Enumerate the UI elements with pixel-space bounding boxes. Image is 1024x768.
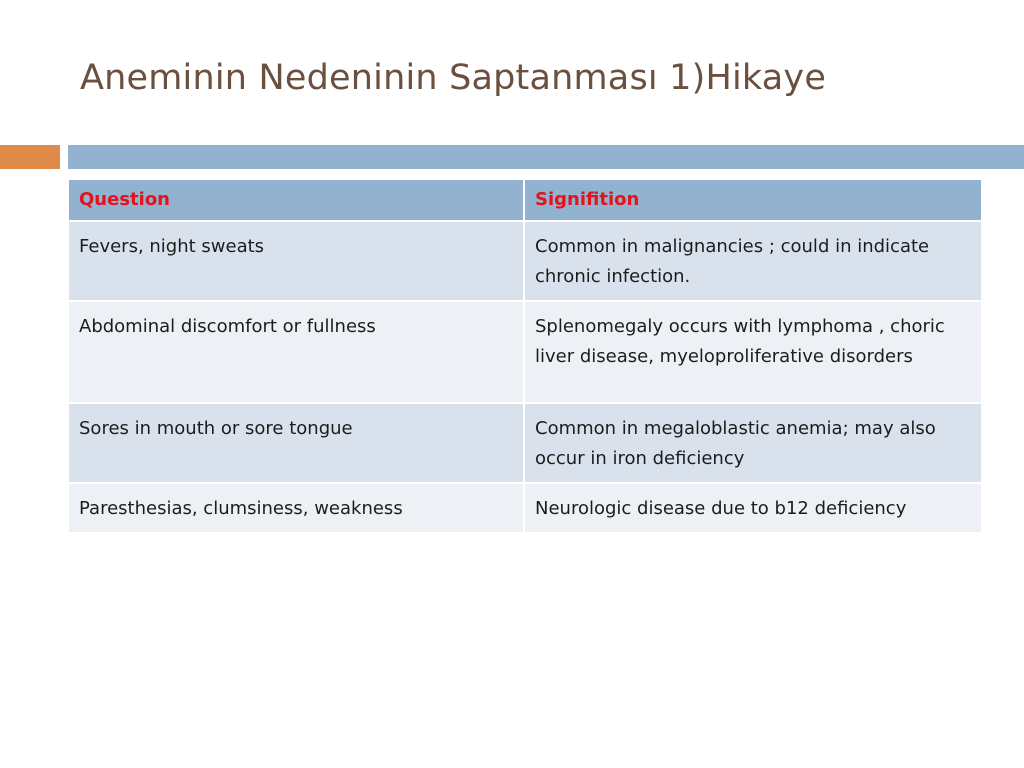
table-cell-signification: Neurologic disease due to b12 deficiency <box>524 483 982 533</box>
table-cell-question: Abdominal discomfort or fullness <box>69 301 524 403</box>
table-cell-question: Sores in mouth or sore tongue <box>69 403 524 483</box>
table-cell-question: Fevers, night sweats <box>69 221 524 301</box>
table-row <box>69 301 982 403</box>
table-cell-signification: Splenomegaly occurs with lymphoma , choric liver disease, myeloproliferative disorders <box>524 301 982 403</box>
question-signification-table <box>69 180 983 534</box>
accent-bar-orange <box>0 145 60 169</box>
table-cell-signification: Common in megaloblastic anemia; may also occur in iron deficiency <box>524 403 982 483</box>
header-signifition: Signifition <box>524 180 982 221</box>
table-cell-signification: Common in malignancies ; could in indicate chronic infection. <box>524 221 982 301</box>
table-header-row <box>69 180 982 221</box>
slide-title: Aneminin Nedeninin Saptanması 1)Hikaye <box>80 58 827 98</box>
table-cell-question: Paresthesias, clumsiness, weakness <box>69 483 524 533</box>
table-row <box>69 483 982 533</box>
header-question: Question <box>69 180 524 221</box>
accent-bar-blue <box>68 145 1024 169</box>
table-row <box>69 221 982 301</box>
table-row <box>69 403 982 483</box>
